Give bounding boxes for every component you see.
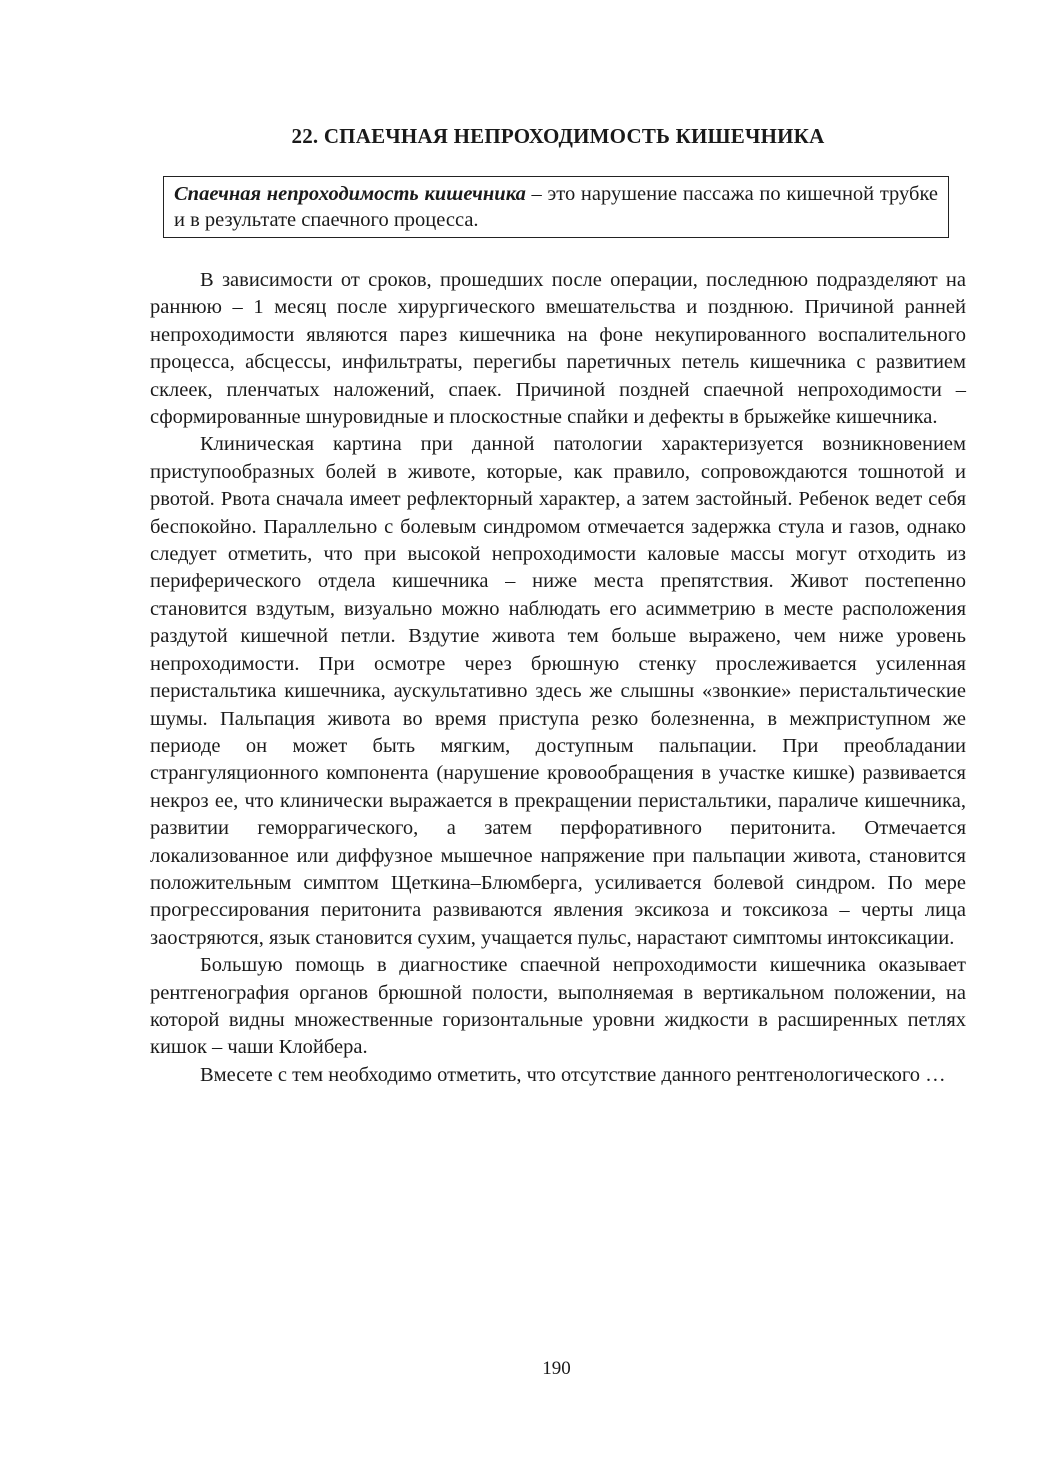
chapter-title: 22. СПАЕЧНАЯ НЕПРОХОДИМОСТЬ КИШЕЧНИКА <box>291 124 825 148</box>
paragraph: Вмесете с тем необходимо отметить, что отсутствие данного рентгенологического … <box>200 1063 946 1086</box>
body-text <box>150 267 966 1089</box>
page-number: 190 <box>542 1358 571 1379</box>
paragraph: В зависимости от сроков, прошедших после операции, последнюю подразделяют на раннюю – 1 месяц после хирургического вмешательства и позднюю. Причиной ранней непроходимости являются парез кишечника на фоне некупированного воспалительного процесса, абсцессы, инфильтраты, перегибы паретичных петель кишечника с развитием склеек, пленчатых наложений, спаек. Причиной поздней спаечной непроходимости – сформированные шнуровидные и плоскостные спайки и дефекты в брыжейке кишечника. <box>150 269 966 429</box>
definition-box <box>163 176 949 238</box>
paragraph: Большую помощь в диагностике спаечной непроходимости кишечника оказывает рентгенография органов брюшной полости, выполняемая в вертикальном положении, на которой видны множественные горизонтальные уровни жидкости в расширенных петлях кишок – чаши Клойбера. <box>150 954 966 1059</box>
definition-text: – это нарушение пассажа по кишечной трубке и в результате спаечного процесса. <box>174 183 938 231</box>
paragraph: Клиническая картина при данной патологии характеризуется возникновением приступообразных болей в животе, которые, как правило, сопровождаются тошнотой и рвотой. Рвота сначала имеет рефлекторный характер, а затем застойный. Ребенок ведет себя беспокойно. Параллельно с болевым синдромом отмечается задержка стула и газов, однако следует отметить, что при высокой непроходимости каловые массы могут отходить из периферического отдела кишечника – ниже места препятствия. Живот постепенно становится вздутым, визуально можно наблюдать его асимметрию в месте расположения раздутой кишечной петли. Вздутие живота тем больше выражено, чем ниже уровень непроходимости. При осмотре через брюшную стенку прослеживается усиленная перистальтика кишечника, аускультативно здесь же слышны «звонкие» перистальтические шумы. Пальпация живота во время приступа резко болезненна, в межприступном же периоде он может быть мягким, доступным пальпации. При преобладании странгуляционного компонента (нарушение кровообращения в участке кишке) развивается некроз ее, что клинически выражается в прекращении перистальтики, параличе кишечника, развитии геморрагического, а затем перфоративного перитонита. Отмечается локализованное или диффузное мышечное напряжение при пальпации живота, становится положительным симптом Щеткина–Блюмберга, усиливается болевой синдром. По мере прогрессирования перитонита развиваются явления эксикоза и токсикоза – черты лица заостряются, язык становится сухим, учащается пульс, нарастают симптомы интоксикации. <box>150 433 966 949</box>
definition-term: Спаечная непроходимость кишечника <box>174 183 526 205</box>
